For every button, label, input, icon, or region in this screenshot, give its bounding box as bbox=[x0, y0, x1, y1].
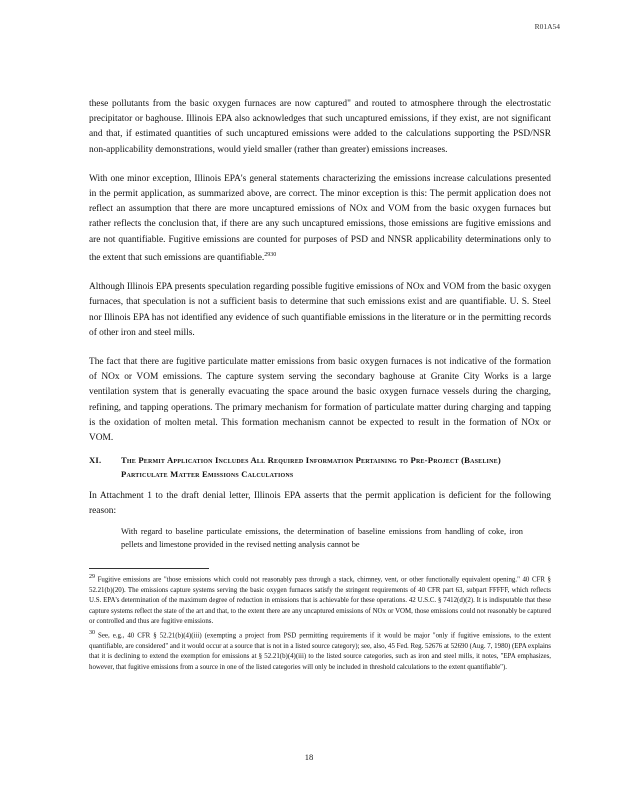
footnote-number: 29 bbox=[89, 574, 95, 580]
footnotes bbox=[89, 572, 551, 673]
paragraph-2 bbox=[89, 172, 551, 266]
section-heading bbox=[89, 453, 551, 481]
footnote-30 bbox=[89, 628, 551, 673]
footnote-ref-30: 30 bbox=[270, 251, 277, 258]
footnote-29 bbox=[89, 572, 551, 628]
paragraph-4: The fact that there are fugitive particulate matter emissions from basic oxygen furnaces is not indicative of the formation of NOx or VOM emissions. The capture system serving the secondary baghouse at Granite City Works is a large ventilation system that is generally evacuating the space around the basic oxygen furnace vessels during the charging, refining, and tapping operations. The primary mechanism for formation of particulate matter during charging and tapping is the oxidation of molten metal. This formation mechanism cannot be expected to result in the formation of NOx or VOM. bbox=[89, 356, 551, 443]
footnote-number: 30 bbox=[89, 629, 95, 636]
paragraph-3: Although Illinois EPA presents speculation regarding possible fugitive emissions of NOx and VOM from the basic oxygen furnaces, that speculation is not a sufficient basis to determine that such emissions exist and are quantifiable. U. S. Steel nor Illinois EPA has not identified any evidence of such quantifiable emissions in the literature or in the permitting records of other iron and steel mills. bbox=[89, 282, 551, 338]
section-title: The Permit Application Includes All Required Information Pertaining to Pre-Project (Baseline) Particulate Matter Emissions Calculations bbox=[121, 455, 501, 479]
footnote-ref-29: 29 bbox=[264, 251, 271, 258]
footnote-text: Fugitive emissions are "those emissions which could not reasonably pass through a stack, chimney, vent, or other functionally equivalent opening." 40 CFR § 52.21(b)(20). The emissions capture systems serving the basic oxygen furnaces satisfy the stringent requirements of 40 CFR part 63, subpart FFFFF, which reflects U.S. EPA's determination of the maximum degree of reduction in emissions that is achievable for these operations. 42 U.S.C. § 7412(d)(2). It is indisputable that these capture systems reflect the state of the art and that, to the extent there are any uncaptured emissions of NOx or VOM, those emissions could not reasonably be captured or controlled and thus are fugitive emissions. bbox=[89, 576, 551, 626]
section-number: XI. bbox=[89, 455, 102, 465]
paragraph-2-text: With one minor exception, Illinois EPA's general statements characterizing the emissions increase calculations presented in the permit application, as summarized above, are correct. The minor exception is this: The permit application does not reflect an assumption that there are more uncaptured emissions of NOx and VOM from the basic oxygen furnaces but rather reflects the conclusion that, if there are any such uncaptured emissions, those emissions are fugitive emissions and are not quantifiable. Fugitive emissions are counted for purposes of PSD and NNSR applicability determinations only to the extent that such emissions are quantifiable. bbox=[89, 173, 551, 263]
paragraph-1: these pollutants from the basic oxygen furnaces are now captured" and routed to atmosphere through the electrostatic precipitator or baghouse. Illinois EPA also acknowledges that such uncaptured emissions, if they exist, are not significant and that, if estimated quantities of such uncaptured emissions were added to the calculations supporting the PSD/NSR non-applicability demonstrations, would yield smaller (rather than greater) emissions increases. bbox=[89, 99, 551, 155]
footnote-divider bbox=[89, 568, 209, 569]
body-text-block bbox=[89, 97, 551, 460]
page-number: 18 bbox=[304, 752, 314, 762]
block-quote: With regard to baseline particulate emissions, the determination of baseline emissions from handling of coke, iron pellets and limestone provided in the revised netting analysis cannot be bbox=[121, 527, 523, 549]
footnote-text: See, e.g., 40 CFR § 52.21(b)(4)(iii) (exempting a project from PSD permitting requirements if it would be major "only if fugitive emissions, to the extent quantifiable, are considered" and it would occur at a source that is not in a listed source category); see, also, 45 Fed. Reg. 52676 at 52690 (Aug. 7, 1980) (EPA explains that it is declining to extend the exemption for emissions at § 52.21(b)(4)(iii) to the listed source categories, such as iron and steel mills, it notes, "EPA emphasizes, however, that fugitive emissions from a source in one of the listed categories will only be included in threshold calculations to the extent quantifiable"). bbox=[89, 632, 551, 671]
document-id: R01A54 bbox=[534, 22, 560, 31]
section-intro: In Attachment 1 to the draft denial letter, Illinois EPA asserts that the permit application is deficient for the following reason: bbox=[89, 491, 551, 517]
